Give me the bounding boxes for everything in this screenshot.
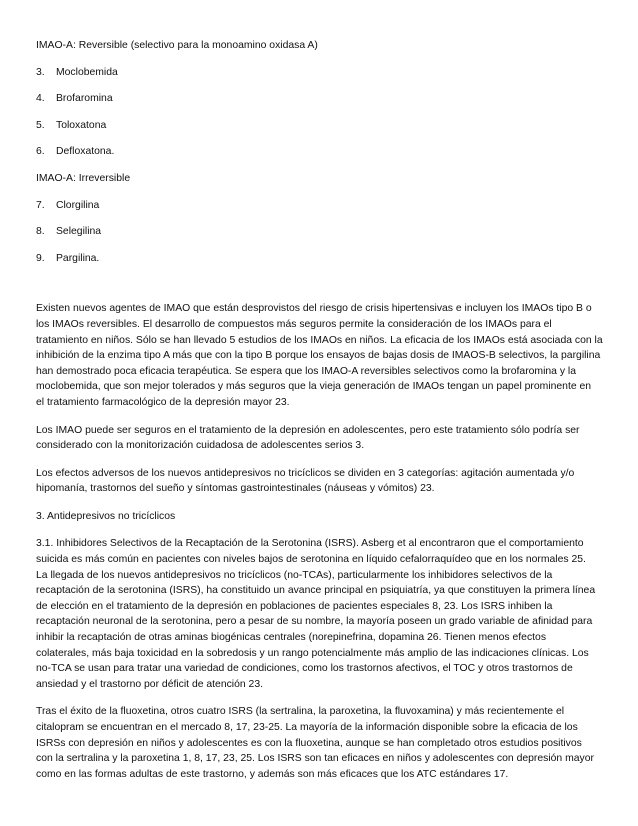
document-page bbox=[36, 38, 606, 782]
section-a-heading: IMAO-A: Reversible (selectivo para la monoamino oxidasa A) bbox=[36, 40, 318, 51]
paragraph-fluoxetine: Tras el éxito de la fluoxetina, otros cuatro ISRS (la sertralina, la paroxetina, la fluvoxamina) y más recientemente el citalopram se encuentran en el mercado 8, 17, 23-25. La mayoría de la información disponible sobre la eficacia de los ISRSs con depresión en niños y adolescentes es con la fluoxetina, aunque se han completado otros estudios positivos con la sertralina y la paroxetina 1, 8, 17, 23, 25. Los ISRS son tan eficaces en niños y adolescentes con depresión mayor como en las formas adultas de este trastorno, y además son más eficaces que los ATC estándares 17. bbox=[36, 706, 594, 780]
list-item: 6. Defloxatona. bbox=[36, 146, 115, 158]
section-b-heading: IMAO-A: Irreversible bbox=[36, 172, 131, 184]
paragraph-isrs: 3.1. Inhibidores Selectivos de la Recaptación de la Serotonina (ISRS). Asberg et al encontraron que el comportamiento suicida es más común en pacientes con niveles bajos de serotonina en líquido cefalorraquídeo que en los normales 25. La llegada de los nuevos antidepresivos no tricíclicos (no-TCAs), particularmente los inhibidores selectivos de la recaptación de la serotonina (ISRS), ha constituido un avance principal en psiquiatría, ya que constituyen la primera línea de elección en el tratamiento de la depresión en poblaciones de pacientes especiales 8, 23. Los ISRS inhiben la recaptación neuronal de la serotonina, pero a pesar de su nombre, la mayoría poseen un grado variable de afinidad para inhibir la recaptación de otras aminas biogénicas centrales (norepinefrina, dopamina 26. Tienen menos efectos colaterales, más baja toxicidad en la sobredosis y un rango potencialmente más amplio de las indicaciones clínicas. Los no-TCA se usan para tratar una variedad de condiciones, como los trastornos afectivos, el TOC y otros trastornos de ansiedad y el trastorno por déficit de atención 23. bbox=[36, 538, 596, 690]
list-item: 7. Clorgilina bbox=[36, 199, 100, 211]
paragraph-adverse-effects: Los efectos adversos de los nuevos antidepresivos no tricíclicos se dividen en 3 categorías: agitación aumentada y/o hipomanía, trastornos del sueño y síntomas gastrointestinales (náuseas y vómitos) 23. bbox=[36, 467, 575, 495]
paragraph-imao-adolescents: Los IMAO puede ser seguros en el tratamiento de la depresión en adolescentes, pero este tratamiento sólo podría ser considerado con la monitorización cuidadosa de adolescentes serios 3. bbox=[36, 424, 580, 452]
list-item: 4. Brofaromina bbox=[36, 93, 113, 105]
list-item: 8. Selegilina bbox=[36, 226, 102, 238]
list-item: 3. Moclobemida bbox=[36, 66, 118, 78]
list-item: 5. Toloxatona bbox=[36, 119, 107, 131]
section-heading-non-tricyclic: 3. Antidepresivos no tricíclicos bbox=[36, 510, 176, 522]
list-item: 9. Pargilina. bbox=[36, 252, 100, 264]
paragraph-imao-agents: Existen nuevos agentes de IMAO que están desprovistos del riesgo de crisis hipertensivas e incluyen los IMAOs tipo B o los IMAOs reversibles. El desarrollo de compuestos más seguros permite la consideración de los IMAOs para el tratamiento en niños. Sólo se han llevado 5 estudios de los IMAOs en niños. La eficacia de los IMAOs está asociada con la inhibición de la enzima tipo A más que con la tipo B porque los ensayos de bajas dosis de IMAOS-B selectivos, la pargilina han demostrado poca eficacia terapéutica. Se espera que los IMAO-A reversibles selectivos como la brofaromina y la moclobemida, que son mejor tolerados y más seguros que la vieja generación de IMAOs tengan un papel prominente en el tratamiento farmacológico de la depresión mayor 23. bbox=[36, 303, 603, 408]
